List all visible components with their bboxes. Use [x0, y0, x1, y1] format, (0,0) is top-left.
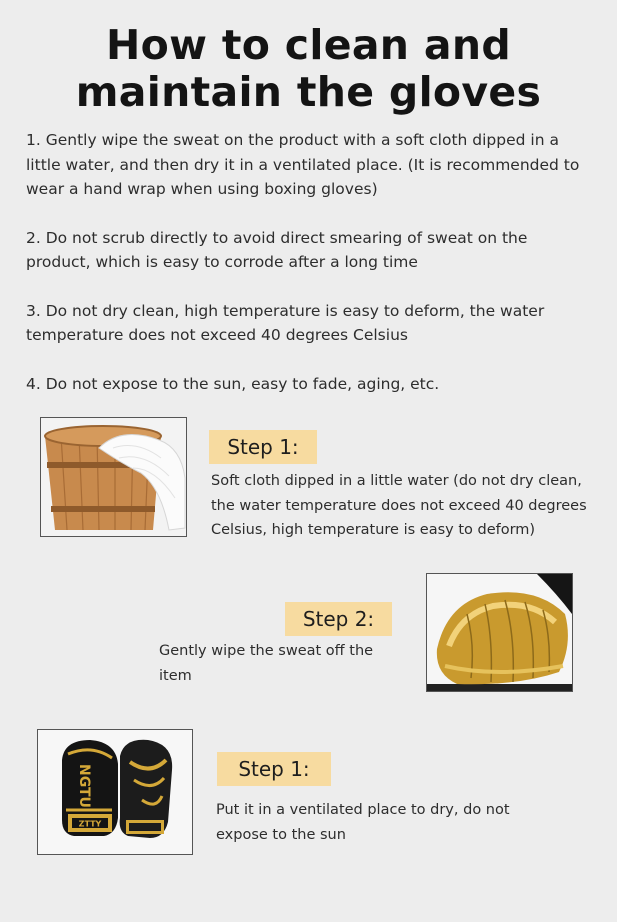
step-badge: Step 1:: [217, 752, 331, 786]
care-tip: 2. Do not scrub directly to avoid direct smearing of sweat on the product, which is easy to corrode after a long time: [26, 228, 528, 271]
step-badge: Step 2:: [285, 602, 392, 636]
boxing-gloves-pair-icon: [37, 729, 193, 855]
step-description: Put it in a ventilated place to dry, do not expose to the sun: [216, 802, 510, 843]
page-title-line-1: How to clean and: [106, 21, 511, 69]
wooden-tub-towel-icon: [40, 417, 187, 537]
step-badge: Step 1:: [209, 430, 317, 464]
care-tips-list: [26, 128, 596, 420]
care-tip: 3. Do not dry clean, high temperature is easy to deform, the water temperature does not exceed 40 degrees Celsius: [26, 301, 545, 344]
step-description: Gently wipe the sweat off the item: [159, 643, 374, 684]
step-description: Soft cloth dipped in a little water (do not dry clean, the water temperature does not exceed 40 degrees Celsius, high temperature is easy to deform): [211, 473, 587, 538]
care-tip: 4. Do not expose to the sun, easy to fade, aging, etc.: [26, 374, 440, 393]
glove-logo-text: ZTTY: [78, 819, 102, 829]
glove-brand-text: NGTU: [76, 764, 92, 808]
page-title-line-2: maintain the gloves: [75, 68, 542, 116]
care-tip: 1. Gently wipe the sweat on the product with a soft cloth dipped in a little water, and then dry it in a ventilated place. (It is recommended to wear a hand wrap when using boxing gloves): [26, 131, 580, 198]
gold-glove-closeup-icon: [426, 573, 573, 692]
page-title: [0, 22, 617, 116]
